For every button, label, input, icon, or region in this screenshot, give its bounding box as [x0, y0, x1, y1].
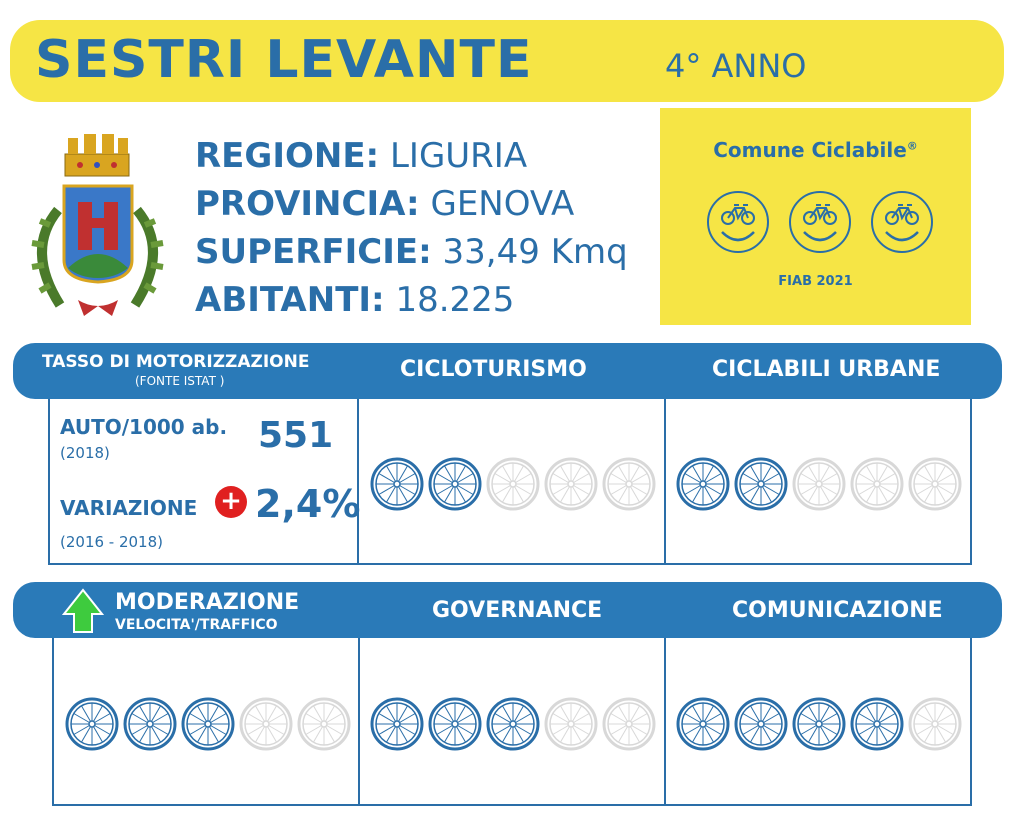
smiling-bike-icon: [708, 192, 768, 252]
wheel-filled-icon: [430, 699, 480, 749]
auto-year: (2018): [60, 444, 110, 462]
info-label: ABITANTI:: [195, 280, 385, 320]
plus-sign: +: [220, 486, 242, 516]
moderazione-title: MODERAZIONE: [115, 590, 300, 615]
registered-mark: ®: [906, 139, 918, 153]
wheel-filled-icon: [736, 459, 786, 509]
wheel-filled-icon: [372, 459, 422, 509]
comunicazione-title: COMUNICAZIONE: [732, 598, 943, 623]
wheel-filled-icon: [794, 699, 844, 749]
ciclabili-urbane-rating: [674, 455, 964, 513]
cicloturismo-rating: [368, 455, 658, 513]
governance-rating: [368, 695, 658, 753]
wheel-empty-icon: [546, 459, 596, 509]
smiling-bike-icon: [872, 192, 932, 252]
plus-icon: [215, 486, 247, 518]
info-row-superficie: [195, 228, 628, 276]
cicloturismo-title: CICLOTURISMO: [400, 357, 587, 382]
info-label: SUPERFICIE:: [195, 232, 432, 272]
wheel-filled-icon: [852, 699, 902, 749]
info-row-abitanti: [195, 276, 628, 324]
wheel-empty-icon: [241, 699, 291, 749]
governance-title: GOVERNANCE: [432, 598, 603, 623]
wheel-empty-icon: [604, 459, 654, 509]
wheel-filled-icon: [430, 459, 480, 509]
moderazione-subtitle: VELOCITA'/TRAFFICO: [115, 617, 278, 633]
auto-label: AUTO/1000 ab.: [60, 415, 228, 439]
wheel-filled-icon: [678, 459, 728, 509]
variation-label: VARIAZIONE: [60, 496, 198, 520]
variation-value: 2,4%: [255, 482, 361, 526]
wheel-empty-icon: [299, 699, 349, 749]
comune-ciclabile-badge: [660, 108, 971, 325]
motorization-source: (FONTE ISTAT ): [135, 374, 225, 388]
wheel-filled-icon: [372, 699, 422, 749]
comunicazione-rating: [674, 695, 964, 753]
coat-of-arms-icon: [20, 130, 175, 325]
info-row-regione: [195, 132, 628, 180]
smiling-bike-icon: [790, 192, 850, 252]
wheel-empty-icon: [910, 699, 960, 749]
wheel-empty-icon: [604, 699, 654, 749]
info-label: REGIONE:: [195, 136, 380, 176]
variation-years: (2016 - 2018): [60, 533, 164, 551]
wheel-empty-icon: [910, 459, 960, 509]
badge-footer: FIAB 2021: [778, 274, 853, 289]
badge-title: [660, 138, 971, 162]
badge-icons: [700, 190, 940, 260]
municipality-info: [195, 132, 628, 324]
city-name: SESTRI LEVANTE: [35, 30, 533, 90]
wheel-filled-icon: [67, 699, 117, 749]
wheel-filled-icon: [736, 699, 786, 749]
wheel-filled-icon: [488, 699, 538, 749]
edition-year: 4° ANNO: [665, 47, 807, 85]
info-row-provincia: [195, 180, 628, 228]
wheel-filled-icon: [183, 699, 233, 749]
ciclabili-urbane-title: CICLABILI URBANE: [712, 357, 941, 382]
info-label: PROVINCIA:: [195, 184, 420, 224]
info-value: 33,49 Kmq: [442, 232, 628, 272]
moderazione-rating: [63, 695, 353, 753]
badge-title-text: Comune Ciclabile: [713, 138, 907, 162]
auto-value: 551: [258, 415, 334, 456]
wheel-empty-icon: [546, 699, 596, 749]
info-value: 18.225: [395, 280, 515, 320]
wheel-empty-icon: [488, 459, 538, 509]
wheel-filled-icon: [678, 699, 728, 749]
motorization-title: TASSO DI MOTORIZZAZIONE: [42, 352, 310, 372]
up-arrow-icon: [62, 588, 104, 634]
info-value: GENOVA: [430, 184, 575, 224]
wheel-empty-icon: [794, 459, 844, 509]
wheel-empty-icon: [852, 459, 902, 509]
wheel-filled-icon: [125, 699, 175, 749]
info-value: LIGURIA: [389, 136, 528, 176]
